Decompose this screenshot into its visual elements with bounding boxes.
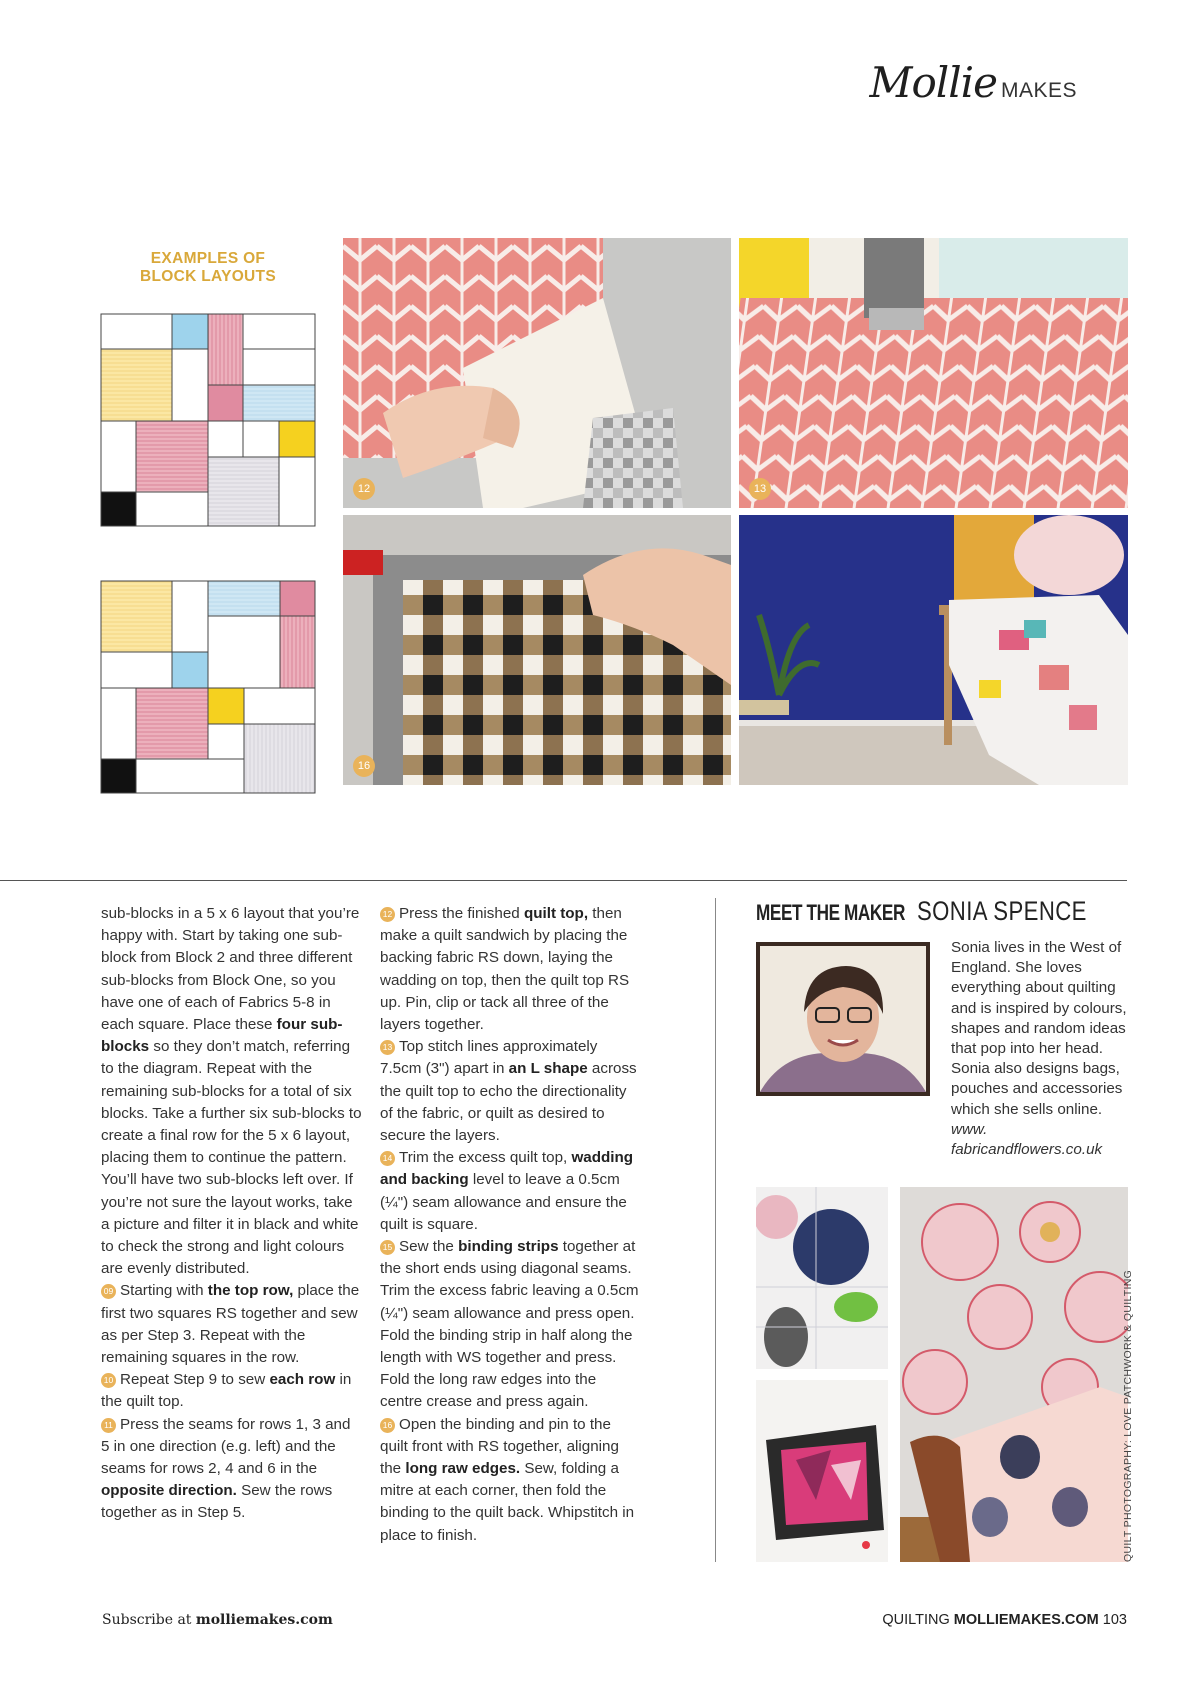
photo-step-12 bbox=[343, 238, 731, 508]
bold-text: binding strips bbox=[458, 1238, 559, 1256]
examples-heading-line1: EXAMPLES OF bbox=[150, 250, 266, 267]
step-number-14: 14 bbox=[380, 1151, 395, 1166]
step-12 bbox=[380, 903, 642, 1036]
maker-portrait bbox=[756, 942, 930, 1096]
text: together at the short ends using diagonal seams. Trim the excess fabric leaving a 0.5cm (¼") seam allowance and press open. Fold the binding strip in half along the length with WS together and press. Fold the long raw edges into the centre crease and press again. bbox=[380, 1238, 639, 1411]
column-rule bbox=[715, 898, 716, 1562]
text: place the first two squares RS together and sew as per Step 3. Repeat with the remaining squares in the row. bbox=[101, 1282, 360, 1367]
step-number-10: 10 bbox=[101, 1373, 116, 1388]
step-number-15: 15 bbox=[380, 1240, 395, 1255]
page-number: 103 bbox=[1098, 1612, 1127, 1628]
photo-quilt-on-armchair bbox=[900, 1187, 1128, 1562]
photo-step-16 bbox=[343, 515, 731, 785]
logo-makes: MAKES bbox=[1000, 79, 1077, 102]
photo-pincushion bbox=[756, 1380, 888, 1562]
instructions-column-1 bbox=[101, 903, 363, 1525]
meet-the-maker-title bbox=[756, 896, 1124, 928]
bold-text: four sub-blocks bbox=[101, 1016, 343, 1056]
bold-text: each row bbox=[269, 1371, 336, 1389]
step-11 bbox=[101, 1414, 363, 1525]
bold-text: long raw edges. bbox=[405, 1460, 521, 1478]
footer-subscribe bbox=[102, 1612, 333, 1628]
text: Open the binding and pin to the quilt front with RS together, aligning the bbox=[380, 1415, 619, 1478]
examples-heading bbox=[100, 250, 316, 286]
block-layout-diagram-2 bbox=[100, 580, 316, 799]
instructions-column-2 bbox=[380, 903, 642, 1547]
footer-subscribe-text: Subscribe at bbox=[102, 1612, 196, 1628]
step-13 bbox=[380, 1036, 642, 1147]
text: sub-blocks in a 5 x 6 layout that you’re happy with. Start by taking one sub-block from Block 2 and three different sub-blocks from Block One, so you have one of each of Fabrics 5-8 in each square. Place these bbox=[101, 905, 360, 1034]
maker-bio-text: Sonia lives in the West of England. She loves everything about quilting and is inspired by colours, shapes and random ideas that pop into her head. Sonia also designs bags, pouches and accessories which she sells online. bbox=[951, 939, 1127, 1118]
text: Top stitch lines approximately 7.5cm (3") apart in bbox=[380, 1038, 598, 1078]
photo-credit: QUILT PHOTOGRAPHY: LOVE PATCHWORK & QUILTING bbox=[1122, 1269, 1134, 1562]
text: Starting with bbox=[120, 1282, 208, 1300]
step-14 bbox=[380, 1147, 642, 1236]
bold-text: quilt top, bbox=[523, 905, 589, 922]
magazine-logo bbox=[870, 58, 1077, 107]
bold-text: an L shape bbox=[508, 1060, 588, 1078]
text: level to leave a 0.5cm (¼") seam allowance and ensure the quilt is square. bbox=[380, 1171, 627, 1233]
photo-step-badge-16: 16 bbox=[353, 755, 375, 777]
text: in the quilt top. bbox=[101, 1371, 352, 1411]
text: Repeat Step 9 to sew bbox=[120, 1371, 270, 1389]
step-number-09: 09 bbox=[101, 1284, 116, 1299]
text: Trim the excess quilt top, bbox=[399, 1149, 572, 1167]
maker-website-link[interactable]: www. fabricandflowers.co.uk bbox=[951, 1120, 1103, 1159]
step-16 bbox=[380, 1414, 642, 1547]
step-15 bbox=[380, 1236, 642, 1414]
step-number-12: 12 bbox=[380, 907, 395, 922]
maker-name: SONIA SPENCE bbox=[916, 896, 1087, 926]
text: Press the finished bbox=[399, 905, 524, 922]
text: Sew the bbox=[399, 1238, 459, 1256]
maker-bio bbox=[951, 938, 1131, 1160]
photo-step-13 bbox=[739, 238, 1128, 508]
text: Sew the rows together as in Step 5. bbox=[101, 1482, 333, 1522]
bold-text: the top row, bbox=[207, 1282, 294, 1300]
step-10 bbox=[101, 1369, 363, 1413]
text: Sew, folding a mitre at each corner, then fold the binding to the quilt back. Whipstitch in place to finish. bbox=[380, 1460, 635, 1544]
footer-site[interactable]: MOLLIEMAKES.COM bbox=[953, 1612, 1099, 1628]
photo-step-badge-13: 13 bbox=[749, 478, 771, 500]
photo-finished-quilt bbox=[739, 515, 1128, 785]
paragraph-sub-blocks bbox=[101, 903, 363, 1280]
text: Press the seams for rows 1, 3 and 5 in one direction (e.g. left) and the seams for rows 2, 4 and 6 in the bbox=[101, 1415, 351, 1478]
step-09 bbox=[101, 1280, 363, 1369]
footer-subscribe-link[interactable]: molliemakes.com bbox=[195, 1612, 333, 1628]
step-number-16: 16 bbox=[380, 1418, 395, 1433]
bold-text: wadding and backing bbox=[380, 1149, 634, 1189]
photo-step-badge-12: 12 bbox=[353, 478, 375, 500]
step-number-11: 11 bbox=[101, 1418, 116, 1433]
text: then make a quilt sandwich by placing the backing fabric RS down, laying the wadding on top, then the quilt top RS up. Pin, clip or tack all three of the layers together. bbox=[380, 905, 630, 1034]
bold-text: opposite direction. bbox=[101, 1482, 237, 1500]
logo-script: Mollie bbox=[869, 58, 997, 107]
examples-heading-line2: BLOCK LAYOUTS bbox=[140, 268, 276, 285]
block-layout-diagram-1 bbox=[100, 313, 316, 532]
footer-page-info bbox=[882, 1612, 1127, 1628]
meet-the-maker-label: MEET THE MAKER bbox=[756, 900, 905, 925]
text: so they don’t match, referring to the diagram. Repeat with the remaining sub-blocks for a total of six blocks. Take a further six sub-blocks to create a final row for the 5 x 6 layout, placing them to continue the pattern. You’ll have two sub-blocks left over. If you’re not sure the layout works, take a picture and filter it in black and white to check the strong and light colours are evenly distributed. bbox=[101, 1038, 362, 1278]
text: across the quilt top to echo the directionality of the fabric, or quilt as desired to secure the layers. bbox=[380, 1060, 637, 1145]
section-divider bbox=[0, 880, 1127, 881]
step-number-13: 13 bbox=[380, 1040, 395, 1055]
photo-applique-quilt bbox=[756, 1187, 888, 1369]
footer-section: QUILTING bbox=[882, 1612, 954, 1628]
